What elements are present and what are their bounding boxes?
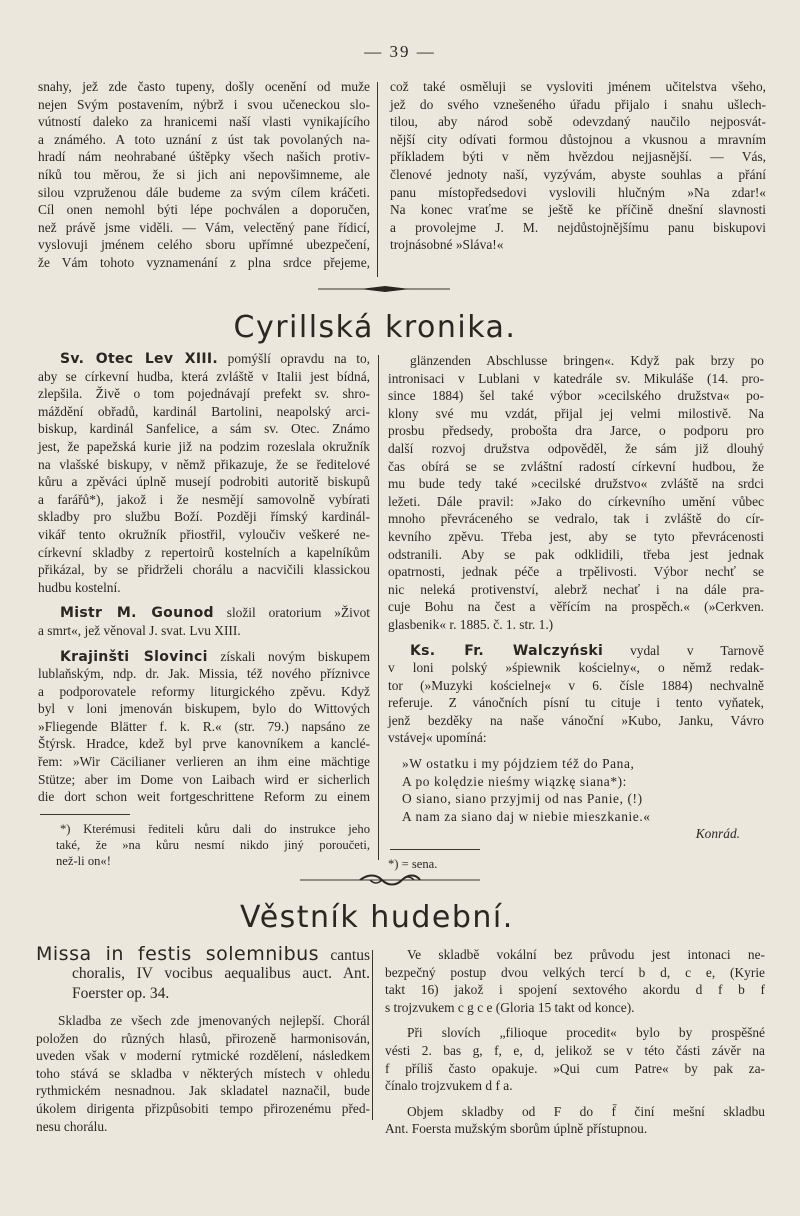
text-line xyxy=(390,78,766,96)
line-text: zlepšila. Živě o tom pojednávají prefekt sv. shro- xyxy=(38,386,370,402)
line-text: čínalo trojzvukem d f a. xyxy=(385,1078,513,1094)
text-line xyxy=(36,1047,370,1065)
text-line xyxy=(390,184,766,202)
text-line xyxy=(36,1065,370,1083)
text-line xyxy=(385,1024,765,1042)
vestnik-left-body xyxy=(36,1012,370,1135)
line-text: kevního zpěvu. Třeba jest, aby se tyto převrácenosti xyxy=(388,528,764,544)
line-text: jež do svého vznešeného úřadu přijalo i snahu ušlech- xyxy=(390,96,766,112)
paragraph xyxy=(38,648,370,806)
text-line xyxy=(385,964,765,982)
text-line xyxy=(388,729,764,747)
line-text: hudbu kostelní. xyxy=(38,579,121,595)
text-line xyxy=(388,659,764,677)
line-text: mnoho převráceného se vedralo, tak i zvláště do cír- xyxy=(388,511,764,527)
text-line xyxy=(38,184,370,202)
line-text: »Fliegende Blätter f. k. R.« (str. 79.) napsáno ze xyxy=(38,718,370,734)
text-line xyxy=(38,148,370,166)
section-divider-ornament xyxy=(300,282,470,296)
text-line xyxy=(385,1042,765,1060)
line-text: byl v loni jmenován biskupem, bylo do Wittových xyxy=(38,701,370,717)
lead-name: Krajinšti Slovinci xyxy=(60,648,208,665)
text-line xyxy=(388,677,764,695)
line-text: nejen Svým postavením, nýbrž i svou učeneckou slo- xyxy=(38,96,370,112)
section-title-vestnik: Věstník hudební. xyxy=(240,900,514,935)
text-line xyxy=(38,438,370,456)
top-right-column xyxy=(390,78,766,262)
paragraph xyxy=(36,1012,370,1135)
line-text: a farářů*), jakož i že nesmějí samovolně vybírati xyxy=(38,491,370,507)
line-text: Při slovích „filioque procedit« bylo by prospěšné xyxy=(407,1025,765,1041)
lead-name: Sv. Otec Lev XIII. xyxy=(60,351,218,367)
line-text: vydal v Tarnově xyxy=(603,642,764,658)
text-line xyxy=(38,78,370,96)
text-line xyxy=(388,546,764,564)
line-text: než-li on«! xyxy=(56,853,111,868)
line-text: vikář tento okružník přiostřil, vyloučiv veškeré ne- xyxy=(38,526,370,542)
text-line xyxy=(388,528,764,546)
text-line xyxy=(390,131,766,149)
text-line xyxy=(390,236,766,254)
line-text: vésti 2. bas g, f, e, d, jelikož se v této části závěr na xyxy=(385,1042,765,1058)
kronika-left-footnote xyxy=(38,821,370,869)
text-line xyxy=(38,96,370,114)
line-text: cuje Bohu na čest a věřícím na prospěch.« (»Cerkven. xyxy=(388,599,764,615)
paragraph xyxy=(38,350,370,596)
text-line xyxy=(38,236,370,254)
text-line xyxy=(385,946,765,964)
paragraph xyxy=(385,1103,765,1138)
line-text: since 1884) šel také výbor »cecilského družstva« po- xyxy=(388,388,764,404)
line-text: trojnásobné »Sláva!« xyxy=(390,237,504,253)
line-text: získali novým biskupem xyxy=(207,648,370,664)
kronika-right-body xyxy=(388,352,764,747)
column-divider xyxy=(378,355,379,860)
text-line xyxy=(390,201,766,219)
lead-name: Missa in festis solemnibus xyxy=(36,943,320,965)
line-text: máždění obřadů, kardinál Bartolini, neapolský arci- xyxy=(38,403,370,419)
line-text: panu místopředsedovi vyslovili hlučným »Na zdar!« xyxy=(390,184,766,200)
line-text: nější city odívati formou důstojnou a vkusnou a mravním xyxy=(390,131,766,147)
line-text: nic neleká protivenství, alebrž nechať i na dále pra- xyxy=(388,581,764,597)
line-text: církevní skladby z repertoirů kostelních a kapelníkům xyxy=(38,544,370,560)
lead-name: Ks. Fr. Walczyński xyxy=(410,642,604,659)
text-line xyxy=(38,508,370,526)
text-line xyxy=(388,510,764,528)
text-line xyxy=(38,201,370,219)
text-line xyxy=(38,648,370,666)
line-text: intronisaci v Lublani v katedrále sv. Mikuláše (14. pro- xyxy=(388,370,764,386)
text-line xyxy=(38,420,370,438)
text-line xyxy=(36,944,370,964)
line-text: Ve skladbě vokální bez průvodu jest intonaci ne- xyxy=(407,947,765,962)
line-text: vyslovuji jménem celého sboru upřímné ubezpečení, xyxy=(38,237,370,253)
text-line xyxy=(36,1082,370,1100)
line-text: choralis, IV vocibus aequalibus auct. Ant. xyxy=(72,965,370,982)
line-text: prosbu předsedy, probošta dra Jarce, o podporu pro xyxy=(388,423,764,439)
text-line xyxy=(38,368,370,386)
line-text: vútností daleko za hranicemi naší vlasti vynikajícího xyxy=(38,114,370,130)
line-text: Štýrsk. Hradce, kdež byl prve kanovníkem a kanclé- xyxy=(38,736,370,752)
line-text: skladby pro službu Boží. Později římský kardinál- xyxy=(38,509,370,525)
line-text: také, že »na kůru nesmí nikdo jiný poroučeti, xyxy=(56,837,370,852)
text-line xyxy=(38,385,370,403)
line-text: Foerster op. 34. xyxy=(72,985,170,1002)
text-line xyxy=(388,642,764,660)
line-text: Na konec vraťme se ještě ke příčině dnešní slavnosti xyxy=(390,202,766,218)
line-text: glänzenden Abschlusse bringen«. Když pak brzy po xyxy=(410,353,764,368)
line-text: Objem skladby od F do f̄ činí mešní skladbu xyxy=(407,1103,765,1119)
line-text: jenž bezděky na naše vánoční »Kubo, Janku, Vávro xyxy=(388,712,764,728)
poem-line: A nam za siano daj w niebie mieszkanie.« xyxy=(402,808,651,824)
text-line xyxy=(38,491,370,509)
line-text: čas obírá se se zvláštní radostí církevní hudbou, že xyxy=(388,458,764,474)
page-number: — 39 — xyxy=(364,42,436,61)
text-line xyxy=(36,984,370,1004)
paragraph xyxy=(388,856,764,872)
line-text: tor (»Muzyki kościelnej« v 6. čísle 1884) nechvalně xyxy=(388,677,764,693)
line-text: glasbenik« r. 1885. č. 1. str. 1.) xyxy=(388,616,554,632)
text-line xyxy=(388,581,764,599)
line-text: přikázal, by se přidrželi chorálu a nacvičili klassickou xyxy=(38,562,370,578)
line-text: takt 16) jakož i spojení sextového akordu d f b f xyxy=(385,982,765,998)
text-line xyxy=(38,544,370,562)
line-text: a známého. A toto uznání z úst tak povolaných na- xyxy=(38,131,370,147)
paragraph xyxy=(390,78,766,254)
text-line xyxy=(38,131,370,149)
text-line xyxy=(385,1060,765,1078)
line-text: a podporovatele reformy liturgického zpěvu. Když xyxy=(38,683,370,699)
poem xyxy=(388,755,764,825)
text-line xyxy=(38,753,370,771)
text-line xyxy=(38,456,370,474)
top-left-column xyxy=(38,78,370,280)
line-text: položen do různých hlasů, přirozeně harmonisován, xyxy=(36,1030,370,1046)
paragraph xyxy=(388,642,764,748)
paragraph xyxy=(38,78,370,272)
line-text: die dort schon weit fortgeschrittene Reform zu einem xyxy=(38,789,370,805)
line-text: mu bude tedy také »cecilské družstvo« zvláště na srdci xyxy=(388,476,764,492)
text-line xyxy=(36,1030,370,1048)
line-text: tilou, aby národ sobě odevzdaný naučilo nejposvát- xyxy=(390,114,766,130)
line-text: níků tou měrou, že si jich ani nepovšimneme, ale xyxy=(38,166,370,182)
text-line xyxy=(38,166,370,184)
text-line xyxy=(388,422,764,440)
text-line xyxy=(36,1012,370,1030)
kronika-right-column xyxy=(388,352,764,880)
text-line xyxy=(36,1100,370,1118)
text-line xyxy=(385,981,765,999)
line-text: což také osměluji se vysloviti jménem učitelstva všeho, xyxy=(390,79,766,94)
poem-line: O siano, siano przyjmij od nas Panie, (!) xyxy=(402,791,643,807)
text-line xyxy=(385,1103,765,1121)
column-divider xyxy=(377,82,378,277)
text-line xyxy=(390,96,766,114)
text-line xyxy=(388,712,764,730)
line-text: *) = sena. xyxy=(388,857,438,872)
line-text: další rozvoj družstva odpověděl, že sám již dlouhý xyxy=(388,440,764,456)
kronika-left-column xyxy=(38,350,370,877)
text-line xyxy=(388,370,764,388)
paragraph xyxy=(388,352,764,634)
kronika-right-footnote xyxy=(388,856,764,872)
line-text: v loni polský »śpiewnik kościelny«, o němž redak- xyxy=(388,660,764,676)
review-heading xyxy=(36,944,370,1004)
text-line xyxy=(38,683,370,701)
text-line xyxy=(388,458,764,476)
line-text: a smrt«, jež věnoval J. svat. Lvu XIII. xyxy=(38,622,241,638)
text-line xyxy=(388,352,764,370)
text-line xyxy=(388,387,764,405)
kronika-left-body xyxy=(38,350,370,806)
text-line xyxy=(388,598,764,616)
line-text: kůru a zpěváci úplně musejí podrobiti autoritě biskupů xyxy=(38,474,370,490)
line-text: nesu chorálu. xyxy=(36,1118,108,1134)
paragraph xyxy=(38,604,370,639)
text-line xyxy=(38,604,370,622)
line-text: Cíl onen nemohl býti lépe pochválen a doporučen, xyxy=(38,202,370,218)
paragraph xyxy=(38,821,370,869)
line-text: Ant. Foersta mužským sborům úplně přístupnou. xyxy=(385,1121,648,1137)
line-text: silou vzpruženou dále budeme za svým cílem kráčeti. xyxy=(38,184,370,200)
text-line xyxy=(388,493,764,511)
text-line xyxy=(38,561,370,579)
text-line xyxy=(388,616,764,634)
text-line xyxy=(36,1118,370,1136)
text-line xyxy=(38,700,370,718)
text-line xyxy=(38,718,370,736)
signature: Konrád. xyxy=(695,826,740,842)
line-text: pomýšlí opravdu na to, xyxy=(217,351,371,366)
line-text: referuje. Z vánočních písní tu cituje i tento vyňatek, xyxy=(388,695,764,711)
line-text: členové jednoty naší, vyzývám, abyste souhlas a přání xyxy=(390,166,766,182)
footnote-rule xyxy=(390,849,480,850)
line-text: toho stává se skladba v některých místech v ohledu xyxy=(36,1065,370,1081)
footnote-rule xyxy=(40,814,130,815)
line-text: snahy, jež zde často tupeny, došly ocenění od muže xyxy=(38,79,370,94)
section-title-kronika: Cyrillská kronika. xyxy=(233,310,517,345)
text-line xyxy=(388,475,764,493)
vestnik-right-column xyxy=(385,946,765,1146)
paragraph xyxy=(385,946,765,1016)
text-line xyxy=(390,219,766,237)
text-line xyxy=(38,403,370,421)
line-text: *) Kterémusi řediteli kůru dali do instrukce jeho xyxy=(60,821,370,836)
line-text: složil oratorium »Život xyxy=(213,605,370,621)
text-line xyxy=(38,113,370,131)
text-line xyxy=(385,1120,765,1138)
line-text: příkladem býti v něm hvězdou nejjasnější. — Vás, xyxy=(390,149,766,165)
line-text: biskup, kardinál Sanfelice, a sám sv. Otec. Známo xyxy=(38,421,370,437)
text-line xyxy=(38,579,370,597)
text-line xyxy=(38,350,370,368)
line-text: Stütze; aber im Dome von Laibach wird er sicherlich xyxy=(38,771,370,787)
line-text: jest, že papežská kurie již na podzim rozeslala okružník xyxy=(38,438,370,454)
text-line xyxy=(38,473,370,491)
text-line xyxy=(385,999,765,1017)
text-line xyxy=(390,148,766,166)
text-line xyxy=(388,440,764,458)
line-text: že Vám tohoto vyznamenání z plna srdce přejeme, xyxy=(38,254,370,270)
line-text: s trojzvukem c g c e (Gloria 15 takt od konce). xyxy=(385,999,635,1015)
text-line xyxy=(36,964,370,984)
line-text: rythmickém nesnadnou. Jak skladatel naznačil, bude xyxy=(36,1083,370,1099)
line-text: na vlašské biskupy, v němž přikazuje, že se ředitelové xyxy=(38,456,370,472)
line-text: a provolejme J. M. nejdůstojnějšímu panu biskupovi xyxy=(390,219,766,235)
poem-line: A po kolędzie nieśmy wiązkę siana*): xyxy=(402,773,628,789)
line-text: bezpečný postup dvou velkých tercí b d, c e, (Kyrie xyxy=(385,964,765,980)
text-line xyxy=(38,771,370,789)
text-line xyxy=(390,166,766,184)
line-text: vstávej« upomíná: xyxy=(388,730,487,746)
line-text: opatrnosti, jednak péče a trpělivosti. Výbor nechť se xyxy=(388,564,764,580)
text-line xyxy=(38,665,370,683)
line-text: než právě jsme viděli. — Vám, velectěný pane řídicí, xyxy=(38,219,370,235)
line-text: odstranili. Aby se pak odklidili, třeba jest jednak xyxy=(388,546,764,562)
text-line xyxy=(38,853,370,869)
text-line xyxy=(38,788,370,806)
line-text: klony své mu vzdát, přijal jej velmi milostivě. Na xyxy=(388,405,764,421)
line-text: f příliš často opakuje. »Qui cum Patre« by pak za- xyxy=(385,1060,765,1076)
text-line xyxy=(388,405,764,423)
column-divider xyxy=(372,950,373,1120)
line-text: lublaňským, ndp. dr. Jak. Missia, též nového příznivce xyxy=(38,666,370,682)
text-line xyxy=(388,694,764,712)
text-line xyxy=(38,526,370,544)
text-line xyxy=(388,563,764,581)
text-line xyxy=(38,821,370,837)
lead-name: Mistr M. Gounod xyxy=(60,605,214,622)
vestnik-left-column xyxy=(36,944,370,1143)
text-line xyxy=(390,113,766,131)
paragraph xyxy=(385,1024,765,1094)
line-text: Skladba ze všech zde jmenovaných nejlepší. Chorál xyxy=(58,1013,370,1028)
line-text: úkolem dirigenta přizpůsobiti tempo přirozenému před- xyxy=(36,1100,370,1116)
text-line xyxy=(38,837,370,853)
poem-line: »W ostatku i my pójdziem též do Pana, xyxy=(402,756,635,772)
text-line xyxy=(385,1077,765,1095)
line-text: ležeti. Dále pravil: »Jako do církevního umění vůbec xyxy=(388,493,764,509)
paragraph xyxy=(36,944,370,1004)
text-line xyxy=(388,856,764,872)
line-text: řem: »Wir Cäcilianer verlieren an ihm eine mächtige xyxy=(38,754,370,770)
line-text: aby se církevní hudba, která zvláště v Italii jest bídná, xyxy=(38,368,370,384)
line-text: cantus xyxy=(319,947,370,964)
text-line xyxy=(38,254,370,272)
text-line xyxy=(38,219,370,237)
line-text: hradí nám neohrabané úštěpky všech našich protiv- xyxy=(38,149,370,165)
text-line xyxy=(38,735,370,753)
line-text: uveden však v moderní rytmické rozdělení, následkem xyxy=(36,1048,370,1064)
text-line xyxy=(38,622,370,640)
section-divider-ornament xyxy=(290,872,490,888)
